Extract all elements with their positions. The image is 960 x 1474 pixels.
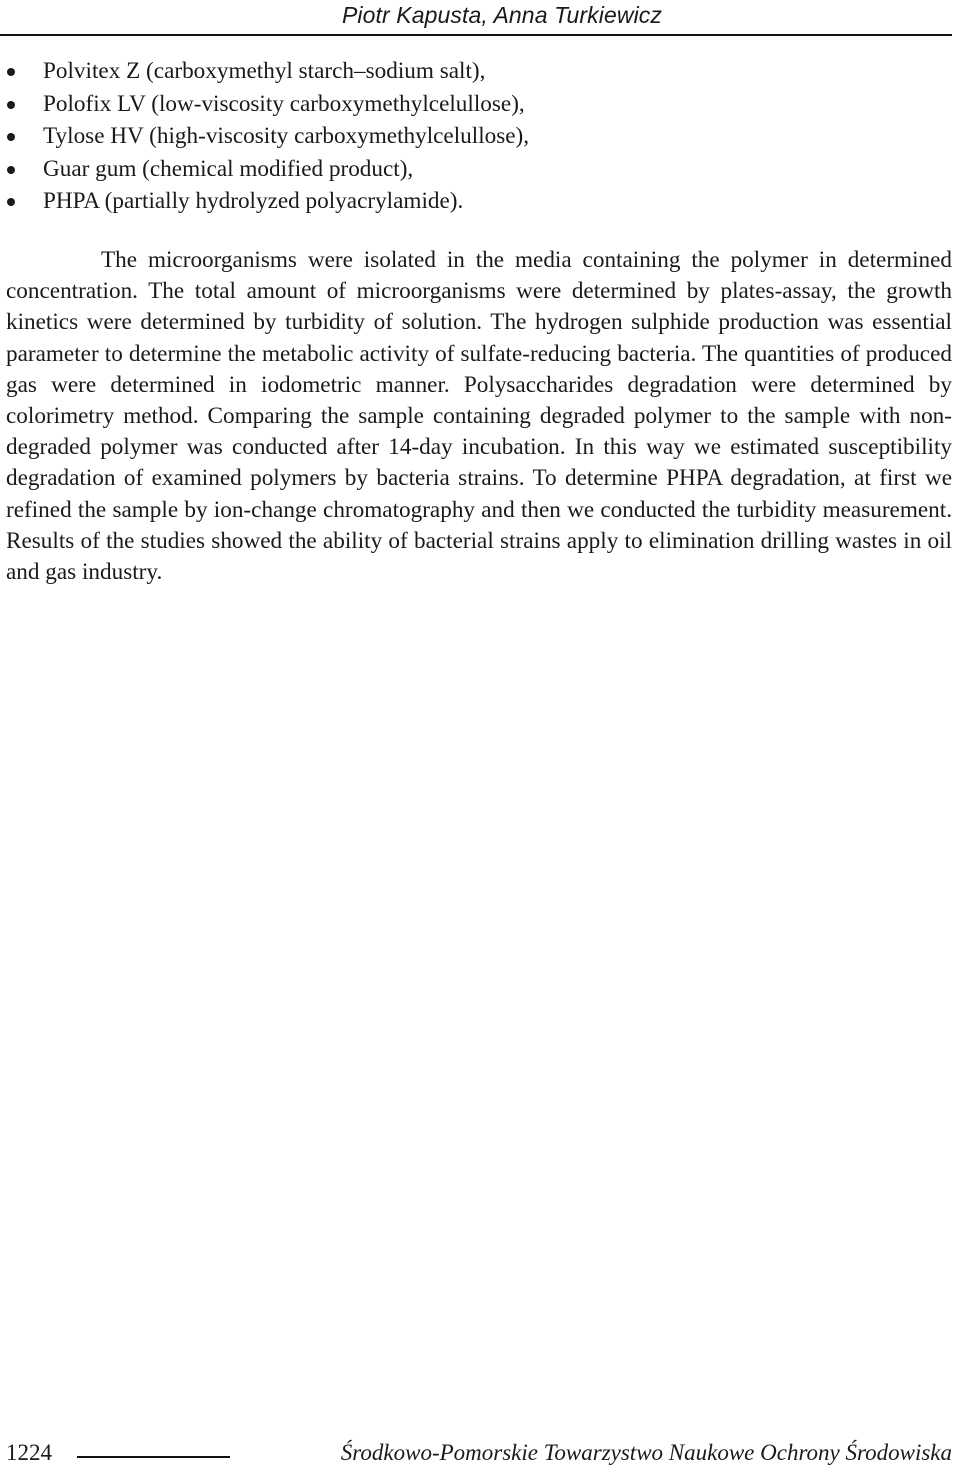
page-number: 1224 bbox=[6, 1440, 52, 1465]
bullet-icon bbox=[7, 101, 15, 109]
bullet-icon bbox=[7, 198, 15, 206]
page-footer bbox=[0, 1440, 952, 1474]
bullet-icon bbox=[7, 166, 15, 174]
bullet-icon bbox=[7, 133, 15, 141]
list-item bbox=[0, 120, 952, 153]
bullet-icon bbox=[7, 68, 15, 76]
polymer-list bbox=[0, 55, 952, 218]
list-item-text: Polofix LV (low-viscosity carboxymethylcelullose), bbox=[43, 90, 525, 117]
page-header bbox=[0, 0, 952, 36]
body-paragraph: The microorganisms were isolated in the media containing the polymer in determined concentration. The total amount of microorganisms were determined by plates-assay, the growth kinetics were determined by turbidity of solution. The hydrogen sulphide production was essential parameter to determine the metabolic activity of sulfate-reducing bacteria. The quantities of produced gas were determined in iodometric manner. Polysaccharides degradation were determined by colorimetry method. Comparing the sample containing degraded polymer to the sample with non-degraded polymer was conducted after 14-day incubation. In this way we estimated susceptibility degradation of examined polymers by bacteria strains. To determine PHPA degradation, at first we refined the sample by ion-change chromatography and then we conducted the turbidity measurement. Results of the studies showed the ability of bacterial strains apply to elimination drilling wastes in oil and gas industry. bbox=[6, 247, 952, 586]
running-head-authors: Piotr Kapusta, Anna Turkiewicz bbox=[341, 2, 662, 28]
journal-name: Środkowo-Pomorskie Towarzystwo Naukowe Ochrony Środowiska bbox=[340, 1440, 952, 1465]
list-item bbox=[0, 55, 952, 88]
list-item bbox=[0, 88, 952, 121]
list-item-text: Guar gum (chemical modified product), bbox=[43, 155, 414, 182]
list-item-text: Polvitex Z (carboxymethyl starch–sodium salt), bbox=[43, 58, 486, 84]
list-item-text: Tylose HV (high-viscosity carboxymethylcelullose), bbox=[43, 123, 530, 149]
footer-divider bbox=[77, 1456, 230, 1458]
list-item bbox=[0, 185, 952, 218]
list-item bbox=[0, 153, 952, 186]
list-item-text: PHPA (partially hydrolyzed polyacrylamide). bbox=[43, 188, 464, 214]
